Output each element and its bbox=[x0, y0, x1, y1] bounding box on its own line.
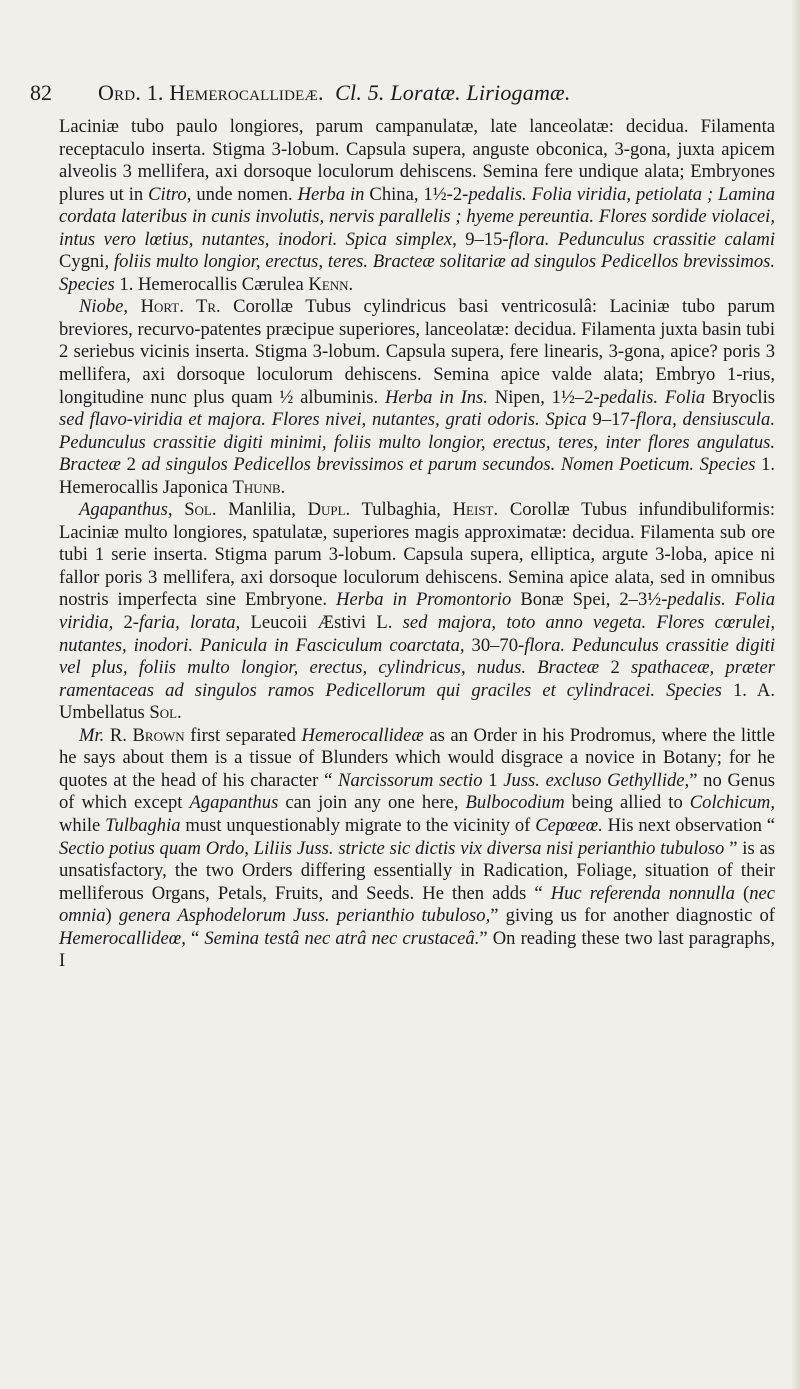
paragraph bbox=[59, 116, 775, 296]
text-run: ” giving us for another diagnostic of bbox=[490, 905, 775, 927]
italic-run: Agapanthus, bbox=[79, 499, 173, 521]
small-caps-run: Hort. Tr. bbox=[140, 296, 221, 318]
italic-run: Narcissorum sectio bbox=[338, 769, 483, 791]
text-run: Tulbaghia, bbox=[350, 499, 453, 521]
family-name: Hemerocallideæ. bbox=[169, 80, 324, 105]
small-caps-run: Heist. bbox=[452, 499, 499, 521]
text-run: ” is as unsatisfactory, the two Orders differing essentially in Radication, Foliage, situation of their melliferous Organs, Petals, Fruits, and Seeds. He then adds “ bbox=[59, 837, 775, 904]
text-run: , unde nomen. bbox=[186, 183, 298, 205]
subclass-lorata: Loratæ. bbox=[390, 80, 461, 105]
text-run: 2 bbox=[599, 657, 632, 679]
text-run: Cygni, bbox=[59, 251, 114, 273]
text-run: first separated bbox=[184, 724, 302, 746]
italic-run: Herba in bbox=[297, 183, 365, 205]
subclass-liriogamae: Liriogamæ. bbox=[466, 80, 571, 105]
text-run: ) bbox=[105, 905, 119, 927]
italic-run: Huc referenda nonnulla bbox=[550, 882, 735, 904]
text-run: Laciniæ tubo paulo longiores, parum campanulatæ, late lanceolatæ: decidua. Filamenta receptaculo inserta. Stigma 3-lobum. Capsula supera, anguste obconica, 3-gona, juxta apicem alveolis 3 mellifera, axi dorsoque loculorum dehiscens. Semina fere undique alata; Embryones plures ut in bbox=[59, 116, 775, 205]
text-run: 9–17- bbox=[586, 409, 636, 431]
italic-run: Niobe, bbox=[79, 296, 129, 318]
italic-run: Semina testâ nec atrâ nec crustaceâ. bbox=[204, 927, 480, 949]
small-caps-run: Thunb. bbox=[232, 476, 286, 498]
text-run: Nipen, 1½–2- bbox=[487, 386, 600, 408]
page-number: 82 bbox=[30, 80, 52, 105]
italic-run: Juss. excluso Gethyllide, bbox=[503, 769, 690, 791]
text-run: must unquestionably migrate to the vicinity of bbox=[180, 814, 536, 836]
paragraph bbox=[59, 296, 775, 499]
italic-run: flora, densiuscula. Pedunculus crassitie digiti minimi, foliis multo longior, erectus, teres, inter flores angulatus. Bracteæ bbox=[59, 409, 775, 476]
italic-run: Cepœeœ. bbox=[535, 814, 603, 836]
text-run: ” On reading these two last paragraphs, I bbox=[59, 927, 775, 972]
text-run: 1. Hemerocallis Japonica bbox=[59, 454, 776, 498]
italic-run: Tulbaghia bbox=[105, 814, 181, 836]
body-text bbox=[59, 116, 775, 973]
text-run: R. bbox=[104, 724, 133, 746]
italic-run: Mr. bbox=[79, 724, 105, 746]
text-run: Bonæ Spei, 2–3½- bbox=[511, 589, 668, 611]
order-number: Ord. 1. bbox=[98, 80, 164, 105]
italic-run: nec omnia bbox=[59, 882, 775, 927]
paragraph bbox=[59, 499, 775, 724]
italic-run: pedalis. Folia bbox=[599, 386, 706, 408]
page-edge-shadow bbox=[791, 0, 800, 1389]
text-run: His next observation “ bbox=[602, 814, 775, 836]
italic-run: Herba in Promontorio bbox=[336, 589, 512, 611]
small-caps-run: Sol. bbox=[149, 702, 182, 724]
text-run: as an Order in his Prodromus, where the little he says about them is a tissue of Blunders which would disgrace a novice in Botany; for he quotes at the head of his character “ bbox=[59, 724, 775, 791]
italic-run: Colchicum, bbox=[689, 792, 775, 814]
text-run: while bbox=[59, 814, 106, 836]
text-run: China, 1½-2- bbox=[364, 183, 469, 205]
italic-run: Agapanthus bbox=[189, 792, 279, 814]
text-run bbox=[173, 499, 185, 520]
italic-run: pedalis. Folia viridia, bbox=[59, 589, 776, 634]
text-run bbox=[128, 296, 140, 317]
italic-run: sed majora, toto anno vegeta. Flores cœrulei, nutantes, inodori. Panicula in Fasciculum coarctata, bbox=[59, 612, 775, 656]
small-caps-run: Brown bbox=[132, 724, 185, 746]
text-run: 1. A. Umbellatus bbox=[59, 679, 775, 724]
small-caps-run: Dupl. bbox=[307, 499, 351, 521]
running-title bbox=[98, 80, 571, 106]
text-run: Leucoii Æstivi L. bbox=[240, 612, 403, 634]
italic-run: spathaceæ, præter ramentaceas ad singulos ramos Pedicellorum qui graciles et cylindracei. Species bbox=[59, 657, 776, 701]
text-run: 1 bbox=[482, 769, 504, 791]
italic-run: flora. Pedunculus crassitie digiti vel plus, foliis multo longior, erectus, cylindricus, nudus. Bracteæ bbox=[59, 634, 775, 679]
small-caps-run: Sol. bbox=[184, 499, 217, 521]
text-run: Corollæ Tubus cylindricus basi ventricosulâ: Laciniæ tubo parum breviores, recurvo-patentes præcipue superiores, lanceolatæ: decidua. Filamenta juxta basin tubi 2 seriebus vicinis inserta. Stigma 3-lobum. Capsula supera, fere linearis, 3-gona, apice? poris 3 mellifera, axi dorsoque loculorum dehiscens. Semina apice valde alata; Embryo 1-rius, longitudine nunc plus quam ½ albuminis. bbox=[59, 296, 775, 408]
italic-run: Herba in Ins. bbox=[384, 386, 488, 408]
text-run: Corollæ Tubus infundibuliformis: Laciniæ multo longiores, spatulatæ, superiores magis approximatæ: decidua. Filamenta sub ore tubi 1 serie inserta. Stigma parum 3-lobum. Capsula supera, elliptica, argute 3-loba, apice ni fallor poris 3 mellifera, axi dorsoque loculorum dehiscens. Semina apice alata, sed in omnibus nostris imperfecta sine Embryone. bbox=[59, 499, 775, 611]
italic-run: ad singulos Pedicellos brevissimos et parum secundos. Nomen Poeticum. Species bbox=[141, 454, 756, 476]
italic-run: Sectio potius quam Ordo, Liliis Juss. stricte sic dictis vix diversa nisi perianthio tubuloso bbox=[59, 837, 725, 859]
text-run: Manlilia, bbox=[216, 499, 308, 521]
text-run: Bryoclis bbox=[705, 386, 775, 408]
text-run: being allied to bbox=[564, 792, 690, 814]
italic-run: Hemerocallideæ bbox=[301, 724, 424, 746]
italic-run: Citro bbox=[148, 183, 187, 205]
small-caps-run: Kenn. bbox=[308, 273, 354, 295]
italic-run: foliis multo longior, erectus, teres. Bracteæ solitariæ ad singulos Pedicellos brevissimos. Species bbox=[59, 251, 776, 295]
italic-run: flora. Pedunculus crassitie calami bbox=[508, 228, 775, 250]
italic-run: sed flavo-viridia et majora. Flores nivei, nutantes, grati odoris. Spica bbox=[59, 409, 587, 431]
paragraph bbox=[59, 725, 775, 973]
text-run: 2- bbox=[113, 612, 139, 634]
italic-run: pedalis. Folia viridia, petiolata ; Lamina cordata lateribus in cunis involutis, nervis parallelis ; hyeme pereuntia. Flores sordide violacei, intus vero lœtius, nutantes, inodori. Spica simplex, bbox=[59, 183, 775, 250]
italic-run: Hemerocallideœ, bbox=[59, 927, 186, 949]
text-run: 30–70- bbox=[464, 634, 525, 656]
italic-run: faria, lorata, bbox=[139, 612, 241, 634]
text-run: ( bbox=[734, 882, 750, 904]
text-run: can join any one here, bbox=[278, 792, 466, 814]
italic-run: Bulbocodium bbox=[465, 792, 565, 814]
text-run: “ bbox=[185, 927, 205, 949]
text-run: ” no Genus of which except bbox=[59, 769, 776, 814]
text-run: 2 bbox=[120, 454, 142, 476]
italic-run: genera Asphodelorum Juss. perianthio tubuloso, bbox=[118, 905, 491, 927]
text-run: 1. Hemerocallis Cærulea bbox=[114, 273, 309, 295]
class-number: Cl. 5. bbox=[335, 80, 385, 105]
text-run: 9–15- bbox=[456, 228, 509, 250]
